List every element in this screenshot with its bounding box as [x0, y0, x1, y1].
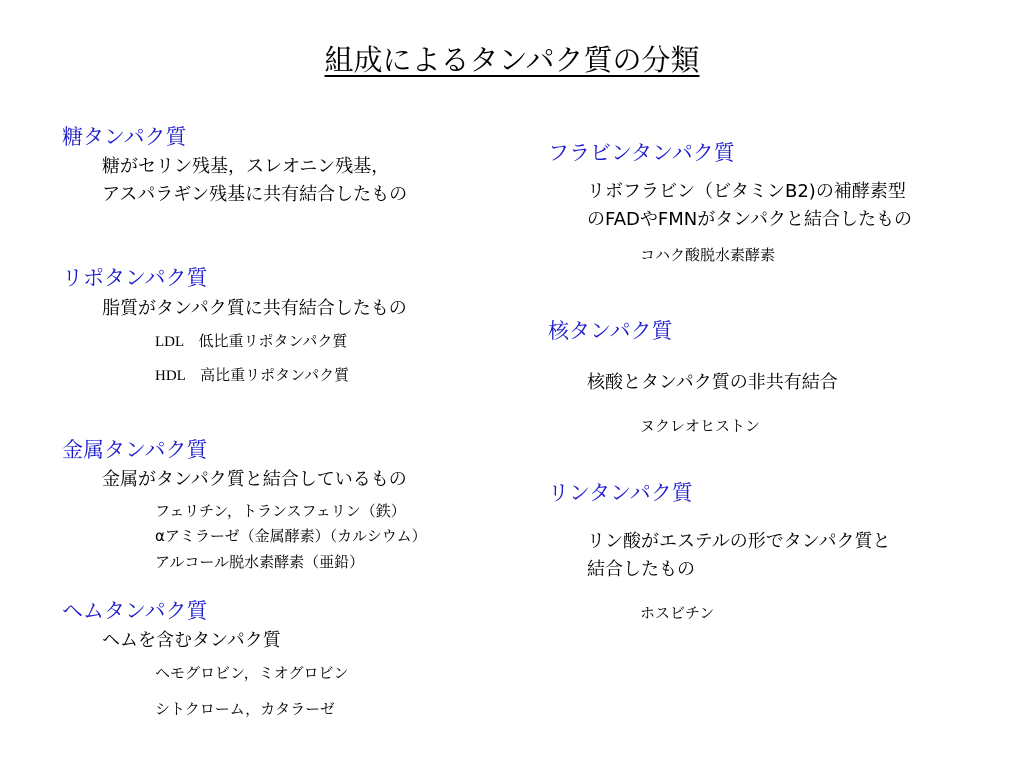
lipoprotein-example-hdl [155, 363, 349, 388]
metalloprotein-example-3: アルコール脱水素酵素（亜鉛） [155, 553, 365, 571]
lipoprotein-example-ldl [155, 329, 347, 354]
page-title-text: 組成によるタンパク質の分類 [324, 43, 700, 77]
phosphoprotein-desc-line-1: リン酸がエステルの形でタンパク質と [587, 531, 891, 552]
hemoprotein-example-1: ヘモグロビン，ミオグロビン [155, 664, 349, 682]
flavoprotein-example: コハク酸脱水素酵素 [640, 246, 776, 264]
metalloprotein-example-1: フェリチン，トランスフェリン（鉄） [155, 502, 406, 520]
lipoprotein-heading: リポタンパク質 [62, 266, 208, 290]
nucleoprotein-desc: 核酸とタンパク質の非共有結合 [587, 372, 838, 393]
flavoprotein-desc-line-2: のFADやFMNがタンパクと結合したもの [587, 209, 912, 230]
glycoprotein-desc-line-1: 糖がセリン残基，スレオニン残基， [102, 156, 390, 177]
ldl-abbr: LDL [155, 334, 185, 350]
hdl-text: 高比重リポタンパク質 [200, 366, 350, 384]
hemoprotein-heading: ヘムタンパク質 [62, 599, 208, 623]
glycoprotein-desc-line-2: アスパラギン残基に共有結合したもの [102, 184, 408, 205]
phosphoprotein-heading: リンタンパク質 [548, 481, 693, 505]
nucleoprotein-heading: 核タンパク質 [548, 319, 673, 343]
nucleoprotein-example: ヌクレオヒストン [640, 417, 761, 435]
metalloprotein-desc: 金属がタンパク質と結合しているもの [102, 469, 407, 490]
hdl-abbr: HDL [155, 368, 186, 384]
hemoprotein-desc: ヘムを含むタンパク質 [102, 630, 281, 651]
metalloprotein-example-2: αアミラーゼ（金属酵素）（カルシウム） [155, 527, 427, 545]
glycoprotein-heading: 糖タンパク質 [62, 125, 187, 149]
lipoprotein-desc: 脂質がタンパク質に共有結合したもの [102, 298, 407, 319]
hemoprotein-example-2: シトクローム，カタラーゼ [155, 700, 335, 718]
ldl-text: 低比重リポタンパク質 [198, 332, 348, 350]
phosphoprotein-example: ホスビチン [640, 604, 715, 622]
metalloprotein-heading: 金属タンパク質 [62, 438, 208, 462]
flavoprotein-desc-line-1: リボフラビン（ビタミンB2)の補酵素型 [587, 181, 906, 202]
page-title [0, 38, 1024, 79]
phosphoprotein-desc-line-2: 結合したもの [587, 559, 695, 580]
flavoprotein-heading: フラビンタンパク質 [548, 141, 735, 165]
